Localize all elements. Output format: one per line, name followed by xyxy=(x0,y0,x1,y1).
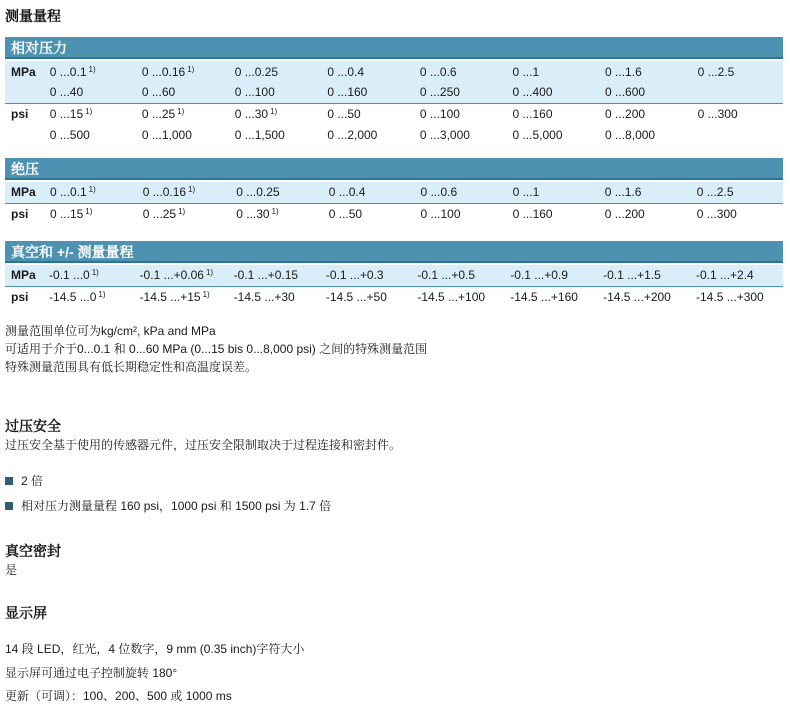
range-cell: 0 ...30 $^{1)}$ xyxy=(236,206,279,221)
table-row xyxy=(5,82,783,103)
unit-label: psi xyxy=(11,206,29,221)
range-cell: -14.5 ...+100 xyxy=(417,289,486,304)
range-cell: -0.1 ...+0.15 xyxy=(228,265,320,286)
range-cell: -0.1 ...+0.06 $^{1)}$ xyxy=(134,265,228,286)
note-line: 特殊测量范围具有低长期稳定性和高温度误差。 xyxy=(5,360,258,374)
unit-label xyxy=(5,124,44,145)
footnote-marker: 1) xyxy=(205,268,214,278)
display-line: 显示屏可通过电子控制旋转 180° xyxy=(5,666,178,680)
unit-label: psi xyxy=(11,106,29,121)
range-cell: 0 ...2,000 xyxy=(327,127,378,142)
footnote-marker: 1) xyxy=(270,106,278,116)
vacuum-seal-text: 是 xyxy=(5,563,18,577)
vacuum-range-table xyxy=(5,265,783,307)
note-line: 可适用于介于0...0.1 和 0...60 MPa (0...15 bis 0...8,000 psi) 之间的特殊测量范围 xyxy=(5,342,428,356)
range-cell: 0 ...0.16 $^{1)}$ xyxy=(137,182,231,203)
range-cell: 0 ...8,000 xyxy=(605,127,656,142)
range-cell: -14.5 ...0 $^{1)}$ xyxy=(49,289,106,304)
display-line: 14 段 LED，红光，4 位数字，9 mm (0.35 inch)字符大小 xyxy=(5,642,305,656)
overpressure-title: 过压安全 xyxy=(5,418,61,434)
range-cell xyxy=(692,124,783,145)
vacuum-seal-title: 真空密封 xyxy=(5,543,61,559)
footnote-marker: 1) xyxy=(88,64,96,74)
footnote-marker: 1) xyxy=(85,106,93,116)
footnote-marker: 1) xyxy=(271,206,279,216)
overpressure-text: 过压安全基于使用的传感器元件，过压安全限制取决于过程连接和密封件。 xyxy=(5,438,402,452)
range-cell: -14.5 ...+160 xyxy=(510,289,578,304)
range-cell: 0 ...160 xyxy=(512,206,553,221)
table-row xyxy=(5,182,783,203)
range-cell: 0 ...5,000 xyxy=(512,127,563,142)
section-header-gauge: 相对压力 xyxy=(5,37,783,59)
range-cell: 0 ...0.25 xyxy=(234,64,279,79)
range-cell: 0 ...60 xyxy=(136,82,229,103)
footnote-marker: 1) xyxy=(188,185,196,195)
range-cell: 0 ...1.6 xyxy=(605,64,642,79)
notes-block xyxy=(5,322,427,376)
range-cell: 0 ...500 xyxy=(49,127,90,142)
display-title: 显示屏 xyxy=(5,605,47,621)
range-cell: 0 ...50 xyxy=(327,106,361,121)
range-cell: 0 ...30 $^{1)}$ xyxy=(234,106,278,121)
absolute-pressure-table xyxy=(5,182,783,224)
table-row xyxy=(5,203,783,224)
footnote-marker: 1) xyxy=(91,268,99,278)
range-cell: 0 ...100 xyxy=(229,82,322,103)
range-cell: 0 ...0.25 xyxy=(230,182,323,203)
range-cell: 0 ...1 xyxy=(507,182,599,203)
range-cell: 0 ...400 xyxy=(506,82,599,103)
footnote-marker: 1) xyxy=(178,206,186,216)
footnote-marker: 1) xyxy=(177,106,185,116)
range-cell: 0 ...100 xyxy=(420,206,461,221)
footnote-marker: 1) xyxy=(202,289,210,299)
range-cell: -14.5 ...+15 $^{1)}$ xyxy=(139,289,210,304)
range-cell: 0 ...160 xyxy=(512,106,553,121)
range-cell: -0.1 ...+0.3 xyxy=(320,265,411,286)
range-cell: 0 ...1,500 xyxy=(234,127,285,142)
bullet-square-icon xyxy=(5,477,13,485)
range-cell: -14.5 ...+30 xyxy=(233,289,295,304)
unit-label xyxy=(5,82,44,103)
range-cell: 0 ...15 $^{1)}$ xyxy=(49,206,93,221)
range-cell: 0 ...300 xyxy=(696,206,737,221)
footnote-marker: 1) xyxy=(88,185,96,195)
range-cell: -14.5 ...+50 xyxy=(325,289,387,304)
range-cell: 0 ...250 xyxy=(414,82,507,103)
range-cell: 0 ...0.4 xyxy=(323,182,415,203)
range-cell: 0 ...40 xyxy=(44,82,136,103)
range-cell: 0 ...0.4 xyxy=(327,64,365,79)
range-cell: 0 ...50 xyxy=(328,206,363,221)
range-cell: 0 ...25 $^{1)}$ xyxy=(141,106,185,121)
bullet-item xyxy=(5,497,331,514)
range-cell: 0 ...1 xyxy=(512,64,540,79)
range-cell: 0 ...0.16 $^{1)}$ xyxy=(141,64,195,79)
range-cell: 0 ...100 xyxy=(419,106,460,121)
note-line: 测量范围单位可为kg/cm², kPa and MPa xyxy=(5,324,216,338)
range-cell: -14.5 ...+300 xyxy=(696,289,764,304)
range-cell: 0 ...0.1 $^{1)}$ xyxy=(44,182,137,203)
unit-label: MPa xyxy=(5,265,43,286)
range-cell: 0 ...1.6 xyxy=(599,182,691,203)
bullet-text: 2 倍 xyxy=(21,474,44,488)
section-header-vacuum: 真空和 +/- 测量量程 xyxy=(5,241,783,263)
range-cell: 0 ...200 xyxy=(604,206,645,221)
range-cell xyxy=(692,82,783,103)
range-cell: -0.1 ...+1.5 xyxy=(597,265,690,286)
unit-label: psi xyxy=(11,289,29,304)
range-cell: 0 ...200 xyxy=(605,106,646,121)
table-row xyxy=(5,124,783,145)
range-cell: 0 ...1,000 xyxy=(141,127,192,142)
table-row xyxy=(5,61,783,82)
table-row xyxy=(5,103,783,124)
range-cell: 0 ...25 $^{1)}$ xyxy=(142,206,186,221)
range-cell: 0 ...0.1 $^{1)}$ xyxy=(49,64,96,79)
range-cell: 0 ...600 xyxy=(599,82,692,103)
bullet-text: 相对压力测量量程 160 psi，1000 psi 和 1500 psi 为 1.7 倍 xyxy=(21,499,332,513)
range-cell: -0.1 ...+0.5 xyxy=(411,265,504,286)
range-cell: -0.1 ...0 $^{1)}$ xyxy=(43,265,134,286)
footnote-marker: 1) xyxy=(98,289,106,299)
section-header-absolute: 绝压 xyxy=(5,158,783,180)
bullet-item xyxy=(5,472,43,489)
footnote-marker: 1) xyxy=(85,206,93,216)
range-cell: -0.1 ...+0.9 xyxy=(504,265,597,286)
table-row xyxy=(5,265,783,286)
range-cell: -0.1 ...+2.4 xyxy=(690,265,783,286)
range-cell: 0 ...0.6 xyxy=(419,64,457,79)
range-cell: 0 ...0.6 xyxy=(414,182,506,203)
range-cell: 0 ...2.5 xyxy=(691,182,783,203)
gauge-pressure-table xyxy=(5,61,783,145)
unit-label: MPa xyxy=(11,64,36,79)
page-title: 测量量程 xyxy=(5,8,61,24)
range-cell: 0 ...15 $^{1)}$ xyxy=(49,106,93,121)
range-cell: 0 ...3,000 xyxy=(419,127,470,142)
range-cell: 0 ...300 xyxy=(697,106,738,121)
unit-label: MPa xyxy=(5,182,44,203)
range-cell: 0 ...2.5 xyxy=(697,64,735,79)
display-line: 更新（可调）：100、200、500 或 1000 ms xyxy=(5,689,232,703)
bullet-square-icon xyxy=(5,502,13,510)
range-cell: 0 ...160 xyxy=(321,82,414,103)
footnote-marker: 1) xyxy=(187,64,195,74)
range-cell: -14.5 ...+200 xyxy=(603,289,671,304)
table-row xyxy=(5,286,783,307)
